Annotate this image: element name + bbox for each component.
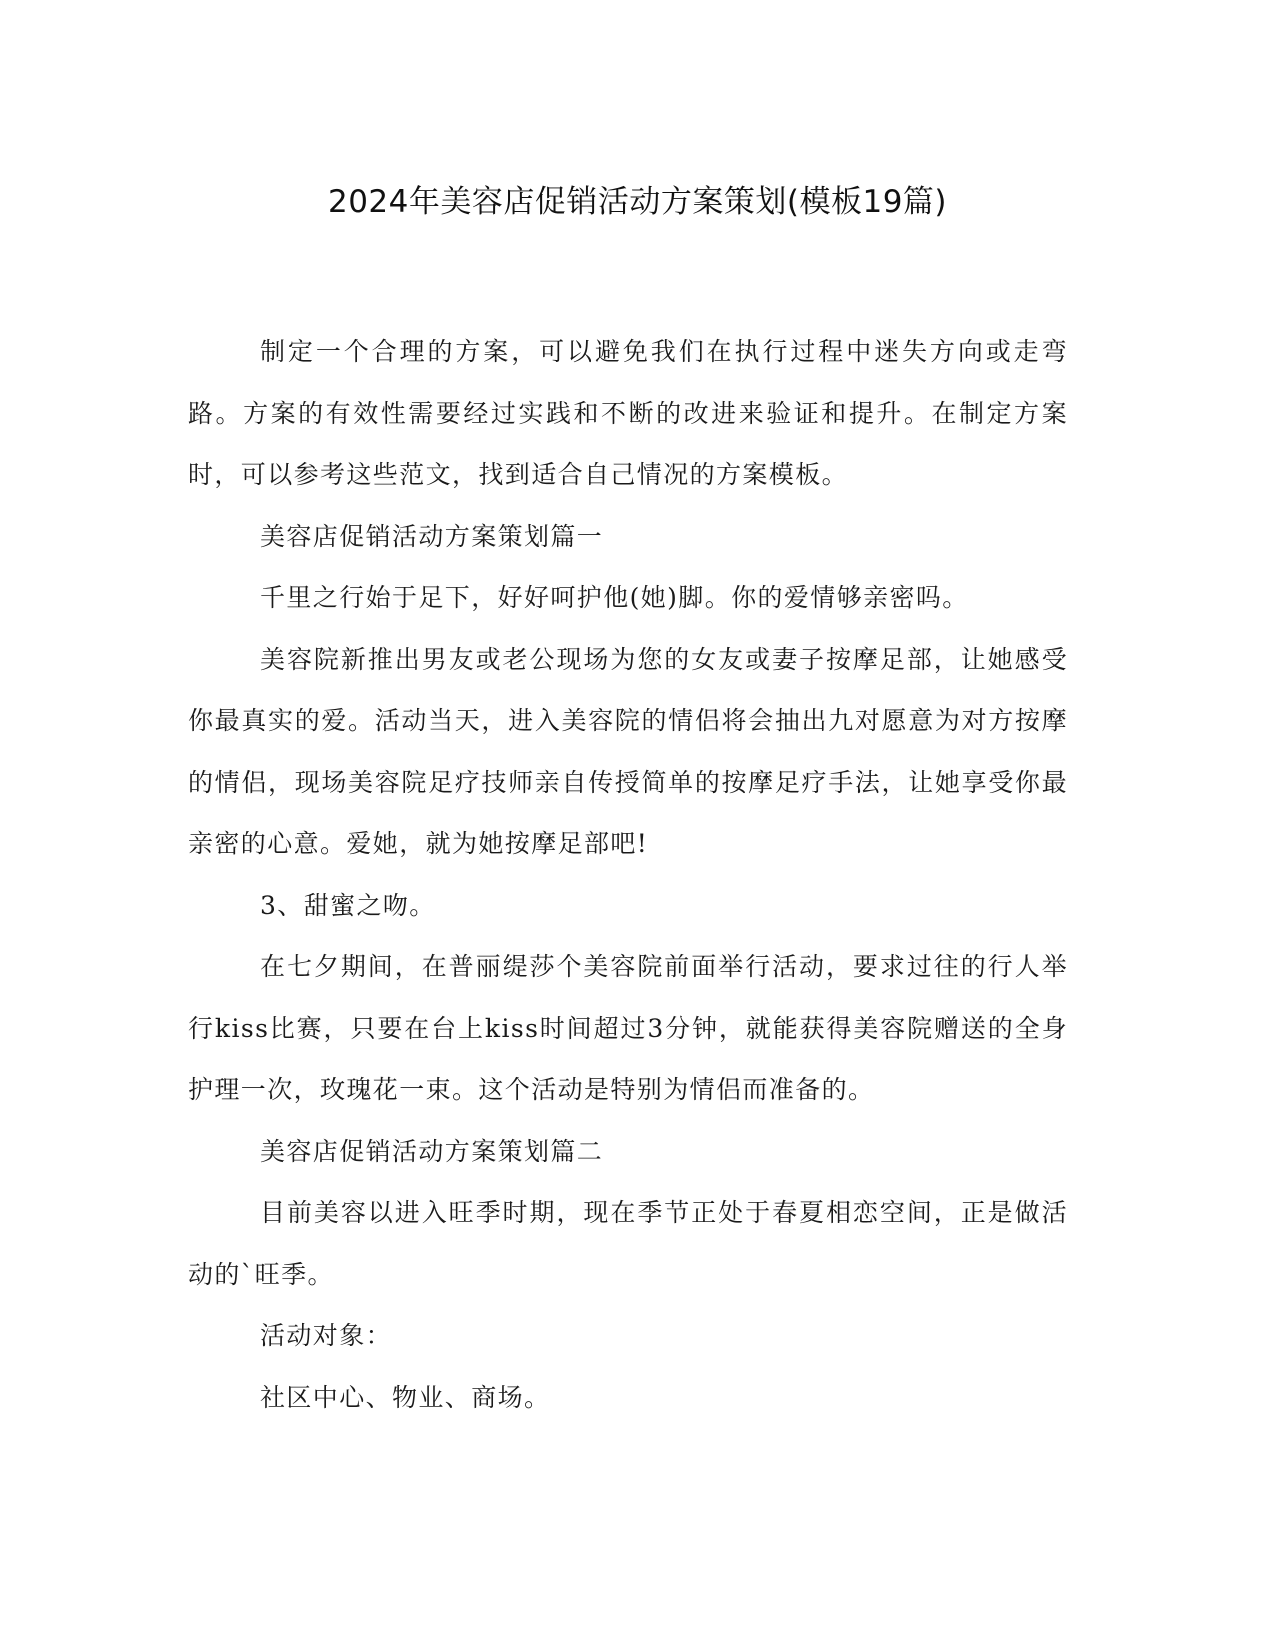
paragraph-slogan: 千里之行始于足下，好好呵护他(她)脚。你的爱情够亲密吗。	[260, 583, 969, 612]
intro-paragraph: 制定一个合理的方案，可以避免我们在执行过程中迷失方向或走弯路。方案的有效性需要经过实践和不断的改进来验证和提升。在制定方案时，可以参考这些范文，找到适合自己情况的方案模板。	[188, 337, 1068, 489]
section-heading-2: 美容店促销活动方案策划篇二	[260, 1136, 604, 1166]
document-body	[188, 321, 1068, 1428]
document-title: 2024年美容店促销活动方案策划(模板19篇)	[327, 184, 948, 220]
paragraph-target-label: 活动对象：	[260, 1321, 393, 1350]
paragraph-kiss-contest: 在七夕期间，在普丽缇莎个美容院前面举行活动，要求过往的行人举行kiss比赛，只要在台上kiss时间超过3分钟，就能获得美容院赠送的全身护理一次，玫瑰花一束。这个活动是特别为情侣而准备的。	[188, 952, 1068, 1104]
paragraph-foot-massage: 美容院新推出男友或老公现场为您的女友或妻子按摩足部，让她感受你最真实的爱。活动当天，进入美容院的情侣将会抽出九对愿意为对方按摩的情侣，现场美容院足疗技师亲自传授简单的按摩足疗手法，让她享受你最亲密的心意。爱她，就为她按摩足部吧!	[188, 644, 1068, 858]
paragraph-target-list: 社区中心、物业、商场。	[260, 1382, 551, 1412]
section-heading-1: 美容店促销活动方案策划篇一	[260, 521, 604, 551]
paragraph-peak-season: 目前美容以进入旺季时期，现在季节正处于春夏相恋空间，正是做活动的`旺季。	[188, 1198, 1068, 1289]
paragraph-sweet-kiss-heading: 3、甜蜜之吻。	[260, 890, 436, 920]
